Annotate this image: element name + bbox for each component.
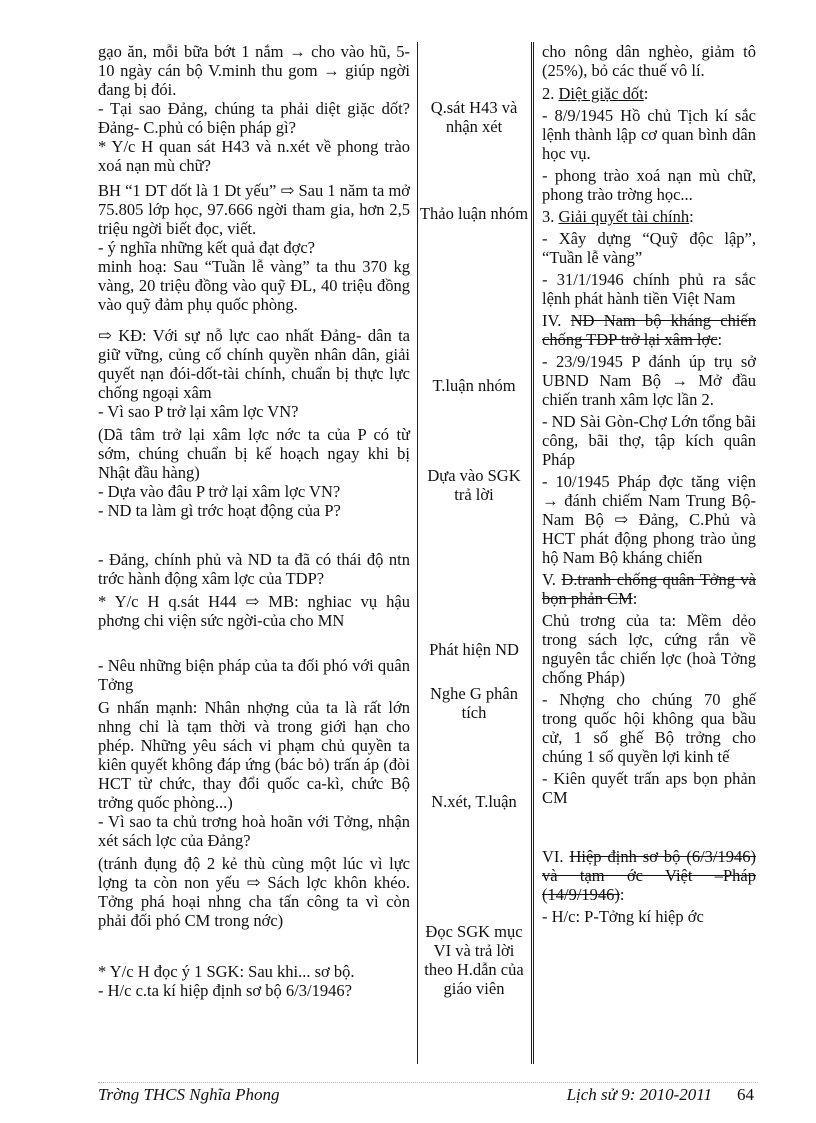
text-paragraph: - Xây dựng “Quỹ độc lập”, “Tuần lễ vàng” [542,229,756,267]
question-paragraph: - Dựa vào đâu P trở lại xâm lợc VN? [98,482,341,501]
teacher-student-activity-column [98,42,416,1062]
instruction-paragraph: * Y/c H đọc ý 1 SGK: Sau khi... sơ bộ. [98,962,355,981]
question-paragraph: - ND ta làm gì trớc hoạt động của P? [98,501,341,520]
text-paragraph: Chủ trơng của ta: Mềm dẻo trong sách lợc, cứng rắn về nguyên tắc chiến lợc (hoà Tởng chống Pháp) [542,611,756,687]
conclusion-paragraph: ⇨ KĐ: Với sự nỗ lực cao nhất Đảng- dân ta giữ vững, củng cố chính quyền nhân dân, giải quyết nạn đói-dốt-tài chính, chuẩn bị thực lực chống ngoại xâm [98,326,410,402]
text-paragraph: - 8/9/1945 Hồ chủ Tịch kí sắc lệnh thành lập cơ quan bình dân học vụ. [542,106,756,163]
section-heading [542,207,756,226]
question-paragraph: - Đảng, chính phủ và ND ta đã có thái độ ntn trớc hành động xâm lợc của TDP? [98,550,410,588]
section-heading [542,311,756,349]
section-number: VI. [542,847,570,866]
section-colon: : [717,330,723,349]
method-label: Phát hiện ND [429,640,519,659]
question-paragraph: - Nêu những biện pháp của ta đối phó với quân Tởng [98,656,410,694]
section-title: Đ.tranh chống quân Tởng và bọn phản CM [542,570,757,608]
text-paragraph: (tránh đụng độ 2 kẻ thù cùng một lúc vì lực lợng ta còn non yếu ⇨ Sách lợc khôn khéo. Tởng phá hoại nhng cha tấn công ta vì còn phải đối phó CM trong nớc) [98,854,410,930]
section-number: IV. [542,311,571,330]
section-heading [542,570,756,608]
question-paragraph: - Vì sao ta chủ trơng hoà hoãn với Tởng, nhận xét sách lợc của Đảng? [98,812,410,850]
subject-year: Lịch sử 9: 2010-2011 [566,1085,712,1104]
instruction-paragraph: * Y/c H q.sát H44 ⇨ MB: nghiac vụ hậu phơng chi viện sức ngời-của cho MN [98,592,410,630]
section-colon: : [632,589,638,608]
text-paragraph: - Nhợng cho chúng 70 ghế trong quốc hội không qua bầu cử, 1 số ghế Bộ trởng cho chúng 1 số quyền lợi kinh tế [542,690,756,766]
section-title: Giải quyết tài chính [558,207,690,226]
page-number: 64 [737,1085,754,1104]
method-label: N.xét, T.luận [431,792,517,811]
text-paragraph: BH “1 DT dốt là 1 Dt yếu” ⇨ Sau 1 năm ta mở 75.805 lớp học, 97.666 ngời tham gia, hơn 2,5 triệu ngời biết đọc, viết. [98,181,410,238]
text-paragraph: - H/c: P-Tởng kí hiệp ớc [542,907,704,926]
text-paragraph: - Kiên quyết trấn aps bọn phản CM [542,769,756,807]
method-label: Dựa vào SGK trả lời [427,466,521,504]
text-paragraph: - phong trào xoá nạn mù chữ, phong trào trờng học... [542,166,756,204]
method-label: Đọc SGK mục VI và trả lời theo H.dẫn của giáo viên [424,922,524,998]
text-paragraph: minh hoạ: Sau “Tuần lễ vàng” ta thu 370 kg vàng, 20 triệu đồng vào quỹ ĐL, 40 triệu đồng vào quỹ đảm phụ quốc phòng. [98,257,410,314]
section-number: 2. [542,84,559,103]
method-label: Thảo luận nhóm [419,204,529,223]
question-paragraph: - Vì sao P trở lại xâm lợc VN? [98,402,299,421]
method-column [418,42,530,1062]
text-paragraph: (Dã tâm trở lại xâm lợc nớc ta của P có từ sớm, chúng chuẩn bị kế hoạch ngay khi bị Nhật đầu hàng) [98,425,410,482]
section-colon: : [619,885,625,904]
content-column [534,42,756,1062]
method-label: Q.sát H43 và nhận xét [430,98,518,136]
section-number: 3. [542,207,559,226]
method-label: Nghe G phân tích [430,684,518,722]
page-footer [98,1082,758,1107]
section-heading [542,847,756,904]
section-colon: : [643,84,649,103]
text-paragraph: - 31/1/1946 chính phủ ra sắc lệnh phát hành tiền Việt Nam [542,270,756,308]
section-heading [542,84,756,103]
question-paragraph: - ý nghĩa những kết quả đạt đợc? [98,238,315,257]
method-label: T.luận nhóm [432,376,516,395]
text-paragraph: - 10/1945 Pháp đợc tăng viện → đánh chiếm Nam Trung Bộ- Nam Bộ ⇨ Đảng, C.Phủ và HCT phát động phong trào ủng hộ Nam Bộ kháng chiến [542,472,756,567]
text-paragraph: cho nông dân nghèo, giảm tô (25%), bỏ các thuế vô lí. [542,42,756,80]
section-title: Diệt giặc dốt [558,84,644,103]
section-title: Hiệp định sơ bộ (6/3/1946) và tạm ớc Việt –Pháp (14/9/1946) [542,847,756,904]
text-paragraph: - 23/9/1945 P đánh úp trụ sở UBND Nam Bộ → Mở đầu chiến tranh xâm lợc lần 2. [542,352,756,409]
text-paragraph: - ND Sài Gòn-Chợ Lớn tổng bãi công, bãi thợ, tập kích quân Pháp [542,412,756,469]
question-paragraph: - H/c c.ta kí hiệp định sơ bộ 6/3/1946? [98,981,352,1000]
section-number: V. [542,570,562,589]
question-paragraph: - Tại sao Đảng, chúng ta phải diệt giặc dốt? Đảng- C.phủ có biện pháp gì? [98,99,410,137]
instruction-paragraph: * Y/c H quan sát H43 và n.xét về phong trào xoá nạn mù chữ? [98,137,410,175]
section-title: ND Nam bộ kháng chiến chống TDP trở lại xâm lợc [542,311,756,349]
text-paragraph: gạo ăn, mỗi bữa bớt 1 nắm → cho vào hũ, 5-10 ngày cán bộ V.minh thu gom → giúp ngời đang bị đói. [98,42,410,99]
text-paragraph: G nhấn mạnh: Nhân nhợng của ta là rất lớn nhng chỉ là tạm thời và trong giới hạn cho phép. Những yêu sách vi phạm chủ quyền ta kiên quyết không đáp ứng (bác bỏ) trấn áp (đòi HCT từ chức, thay đổi quốc ca-kì, chức Bộ trởng quốc phòng...) [98,698,410,812]
school-name: Trờng THCS Nghĩa Phong [98,1085,280,1104]
section-colon: : [689,207,694,226]
